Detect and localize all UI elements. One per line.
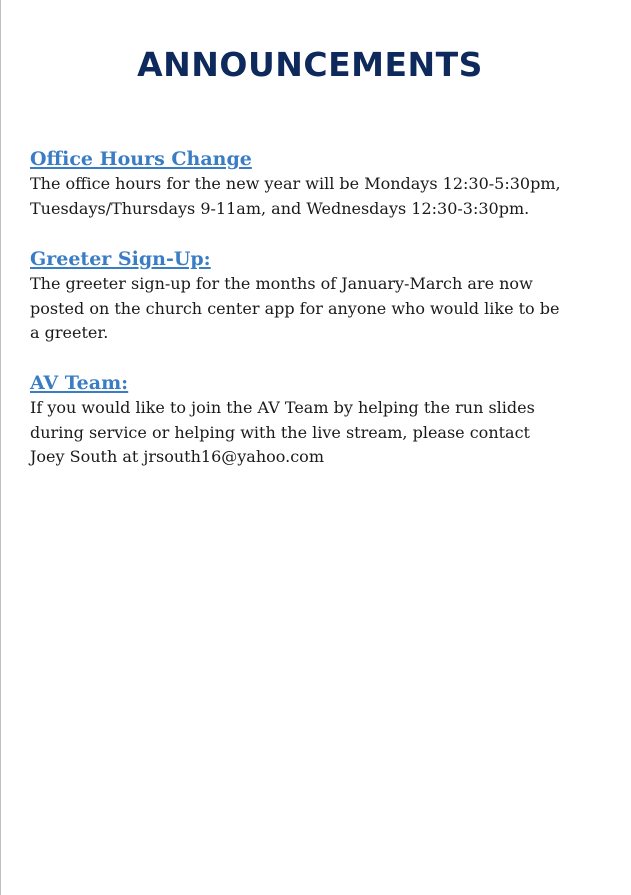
announcement-heading-av-team[interactable]: AV Team: [30, 372, 129, 394]
body-line: during service or helping with the live stream, please contact [30, 422, 530, 442]
body-line: a greeter. [30, 323, 109, 342]
body-line: The greeter sign-up for the months of January-March are now [30, 274, 533, 293]
body-line: Joey South at jrsouth16@yahoo.com [30, 447, 324, 466]
announcement-body-greeter-signup [30, 272, 600, 346]
announcement-office-hours [30, 146, 600, 221]
announcement-body-office-hours [30, 172, 600, 221]
body-line: posted on the church center app for anyone who would like to be [30, 298, 560, 318]
announcement-heading-greeter-signup[interactable]: Greeter Sign-Up: [30, 248, 211, 270]
announcement-body-av-team [30, 396, 600, 470]
body-line: The office hours for the new year will be Mondays 12:30-5:30pm, [30, 174, 561, 193]
body-line: Tuesdays/Thursdays 9-11am, and Wednesdays 12:30-3:30pm. [30, 198, 530, 218]
page-title: ANNOUNCEMENTS [137, 45, 483, 84]
body-line: If you would like to join the AV Team by helping the run slides [30, 398, 535, 417]
announcement-heading-office-hours[interactable]: Office Hours Change [30, 148, 252, 170]
announcement-av-team [30, 370, 600, 470]
announcement-greeter-signup [30, 246, 600, 346]
